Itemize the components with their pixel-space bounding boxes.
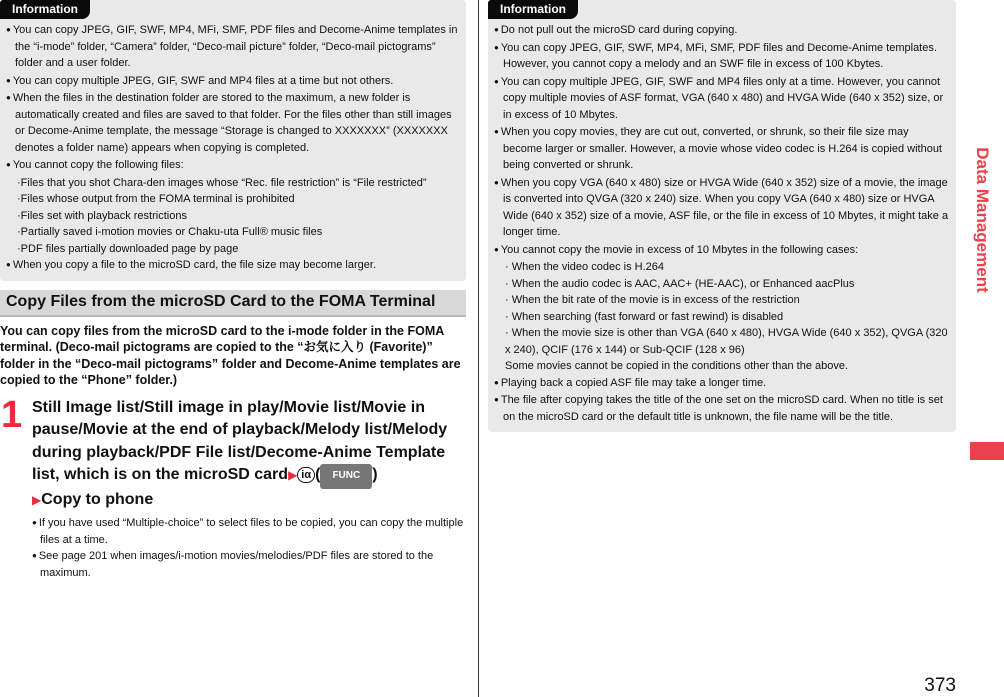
sub-item: ·Files whose output from the FOMA terminal is prohibited xyxy=(17,193,295,205)
info-item: ● You cannot copy the following files: xyxy=(6,159,184,171)
note-item: ● If you have used “Multiple-choice” to select files to be copied, you can copy the multiple files at a time. xyxy=(32,517,464,546)
step-text: Still Image list/Still image in play/Movie list/Movie in pause/Movie at the end of playback/Melody list/Melody during playback/PDF File list/Decome-Anime Template list, which is on the microSD card▶ iα ( FUNC ) ▶Copy to phone xyxy=(32,398,448,508)
info-item: ● You can copy JPEG, GIF, SWF, MP4, MFi, SMF, PDF files and Decome-Anime templates. However, you cannot copy a melody and an SWF file in excess of 100 Kbytes. xyxy=(494,41,937,70)
info-item: ● Playing back a copied ASF file may take a longer time. xyxy=(494,376,767,389)
sub-item: · When the audio codec is AAC, AAC+ (HE-AAC), or Enhanced aacPlus xyxy=(505,277,855,290)
chapter-tab-marker xyxy=(970,442,1004,460)
chapter-title: Data Management xyxy=(973,147,992,293)
sub-item: ·PDF files partially downloaded page by page xyxy=(17,242,239,255)
sub-item: ·Files set with playback restrictions xyxy=(17,209,187,222)
step-action: Copy to phone xyxy=(41,490,154,508)
page-number: 373 xyxy=(924,675,956,696)
sub-item: · When the video codec is H.264 xyxy=(505,261,664,273)
left-column xyxy=(0,0,466,581)
info-item: ● You cannot copy the movie in excess of 10 Mbytes in the following cases: xyxy=(494,243,859,256)
info-box-right xyxy=(488,0,956,432)
info-item: ● Do not pull out the microSD card during copying. xyxy=(494,24,738,36)
info-tab: Information xyxy=(488,0,578,19)
sub-note: Some movies cannot be copied in the conditions other than the above. xyxy=(505,360,849,372)
step-notes xyxy=(32,515,466,581)
info-item: ● When you copy movies, they are cut out, converted, or shrunk, so their file size may become larger or smaller. However, a movie whose video codec is H.264 is copied without being converted or shrunk. xyxy=(494,126,942,171)
info-item: ● You can copy JPEG, GIF, SWF, MP4, MFi, SMF, PDF files and Decome-Anime templates in the “i-mode” folder, “Camera” folder, “Deco-mail picture” folder, “Deco-mail pictograms” folder and a user folder. xyxy=(6,24,458,69)
info-box-left xyxy=(0,0,466,281)
info-item: ● When you copy VGA (640 x 480) size or HVGA Wide (640 x 352) size of a movie, the image is converted into QVGA (320 x 240) size. When you copy VGA (640 x 480) size or HVGA Wide (640 x 352) size of a movie, ASF file, or the file in excess of 10 Mbytes, it might take a longer time. xyxy=(494,176,949,238)
arrow-right-icon: ▶ xyxy=(288,468,298,483)
func-key-icon: FUNC xyxy=(320,464,372,489)
sub-item: ·Partially saved i-motion movies or Chaku-uta Full® music files xyxy=(17,226,323,238)
info-tab: Information xyxy=(0,0,90,19)
step-1 xyxy=(0,393,466,512)
step-number: 1 xyxy=(1,393,23,436)
sub-item: · When the movie size is other than VGA (640 x 480), HVGA Wide (640 x 352), QVGA (320 x 240), QCIF (176 x 144) or Sub-QCIF (128 x 96) xyxy=(505,327,948,356)
column-divider xyxy=(478,0,479,697)
info-item: ● You can copy multiple JPEG, GIF, SWF and MP4 files at a time but not others. xyxy=(6,74,394,87)
section-title: Copy Files from the microSD Card to the FOMA Terminal xyxy=(0,290,466,317)
i-alpha-key-icon: iα xyxy=(297,467,315,483)
arrow-right-icon: ▶ xyxy=(32,492,42,507)
info-item: ● When you copy a file to the microSD card, the file size may become larger. xyxy=(6,259,377,271)
note-item: ● See page 201 when images/i-motion movies/melodies/PDF files are stored to the maximum. xyxy=(32,550,434,579)
info-item: ● The file after copying takes the title of the one set on the microSD card. When no title is set on the microSD card or the default title is unknown, the file name will be the title. xyxy=(494,394,943,423)
info-item: ● You can copy multiple JPEG, GIF, SWF and MP4 files only at a time. However, you cannot copy multiple movies of ASF format, VGA (640 x 480) and HVGA Wide (640 x 352) size, or in excess of 10 Mbytes. xyxy=(494,75,944,121)
intro-paragraph: You can copy files from the microSD card to the i-mode folder in the FOMA terminal. (Deco-mail pictograms are copied to the “お気に入り (Favorite)” folder in the “Deco-mail pictograms” folder and Decome-Anime templates are copied to the “Phone” folder.) xyxy=(0,323,461,387)
sub-item: · When searching (fast forward or fast rewind) is disabled xyxy=(505,310,784,323)
sub-item: ·Files that you shot Chara-den images whose “Rec. file restriction” is “File restricted” xyxy=(17,176,427,189)
info-item: ● When the files in the destination folder are stored to the maximum, a new folder is automatically created and files are saved to that folder. For the files other than still images or Decome-Anime template, the message “Storage is changed to XXXXXXX” (XXXXXXX denotes a folder name) appears when copying is completed. xyxy=(6,92,452,154)
sub-item: · When the bit rate of the movie is in excess of the restriction xyxy=(505,294,800,306)
right-column xyxy=(488,0,956,432)
